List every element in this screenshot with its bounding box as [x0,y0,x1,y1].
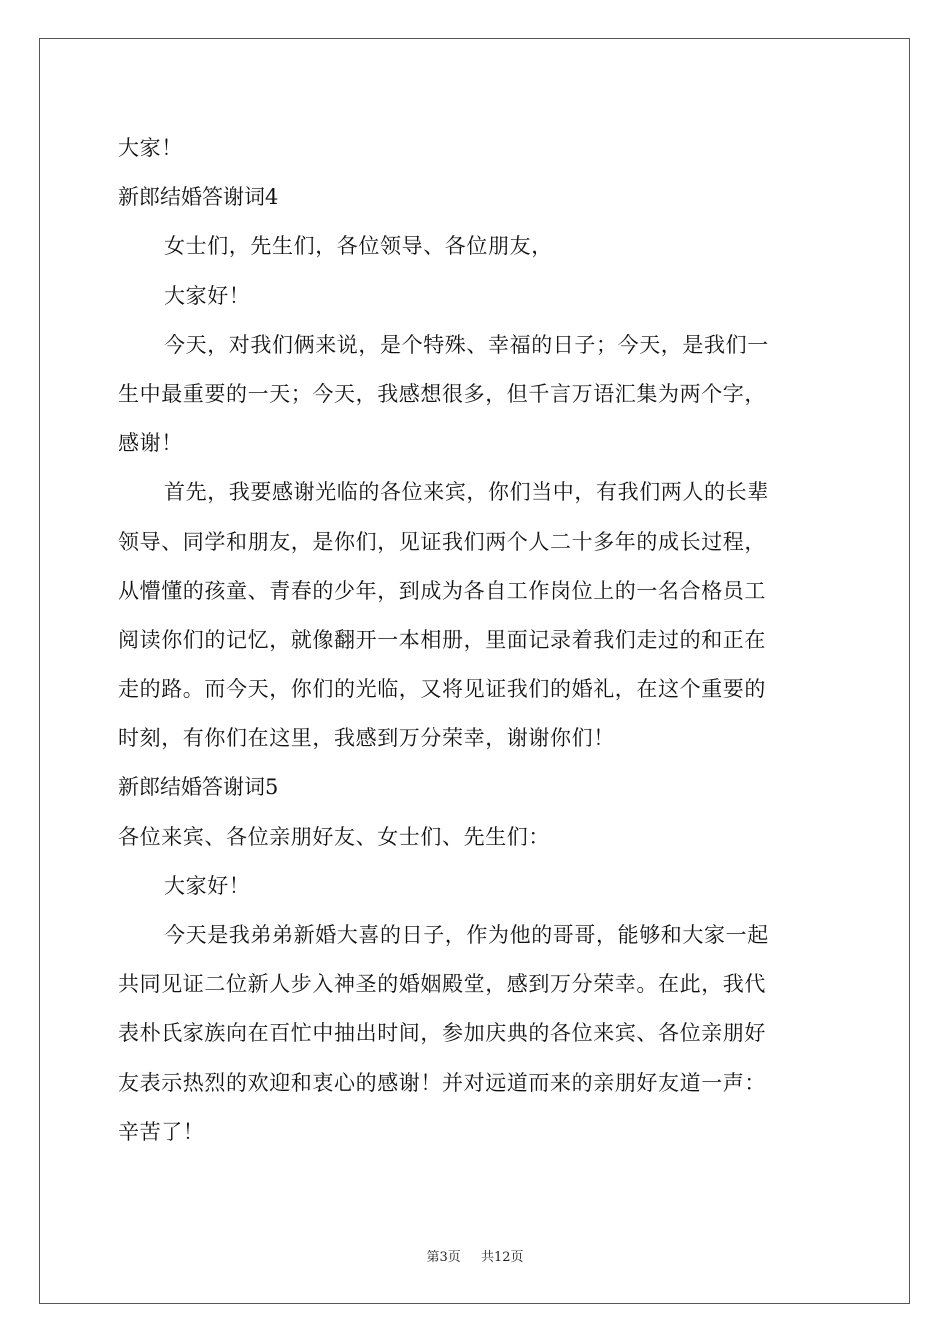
section-heading: 新郎结婚答谢词4 [118,185,279,210]
text-line: 大家！ [118,136,183,160]
text-line: 阅读你们的记忆，就像翻开一本相册，里面记录着我们走过的和正在 [118,627,766,652]
text-line: 表朴氏家族向在百忙中抽出时间，参加庆典的各位来宾、各位亲朋好 [118,1021,766,1046]
page-number: 第3页 [426,1250,461,1265]
text-line: 走的路。而今天，你们的光临，又将见证我们的婚礼，在这个重要的 [118,677,766,702]
text-line: 从懵懂的孩童、青春的少年，到成为各自工作岗位上的一名合格员工 [118,578,766,603]
section-heading: 新郎结婚答谢词5 [118,775,279,800]
text-line: 今天，对我们俩来说，是个特殊、幸福的日子；今天，是我们一 [164,332,769,357]
text-line: 生中最重要的一天；今天，我感想很多，但千言万语汇集为两个字， [118,381,766,406]
text-line: 首先，我要感谢光临的各位来宾，你们当中，有我们两人的长辈 [164,480,769,505]
text-line: 女士们，先生们，各位领导、各位朋友， [164,234,553,259]
text-line: 感谢！ [118,431,183,456]
text-line: 领导、同学和朋友，是你们，见证我们两个人二十多年的成长过程， [118,529,766,554]
text-line: 友表示热烈的欢迎和衷心的感谢！并对远道而来的亲朋好友道一声： [118,1070,766,1095]
text-line: 大家好！ [164,873,251,898]
text-line: 今天是我弟弟新婚大喜的日子，作为他的哥哥，能够和大家一起 [164,923,769,947]
text-line: 大家好！ [164,283,251,308]
document-body [118,124,834,1157]
text-line: 共同见证二位新人步入神圣的婚姻殿堂，感到万分荣幸。在此，我代 [118,972,766,997]
page-footer [0,1246,950,1265]
text-line: 时刻，有你们在这里，我感到万分荣幸，谢谢你们！ [118,726,615,751]
text-line: 各位来宾、各位亲朋好友、女士们、先生们： [118,824,550,849]
page-total: 共12页 [481,1250,524,1265]
text-line: 辛苦了！ [118,1119,205,1144]
